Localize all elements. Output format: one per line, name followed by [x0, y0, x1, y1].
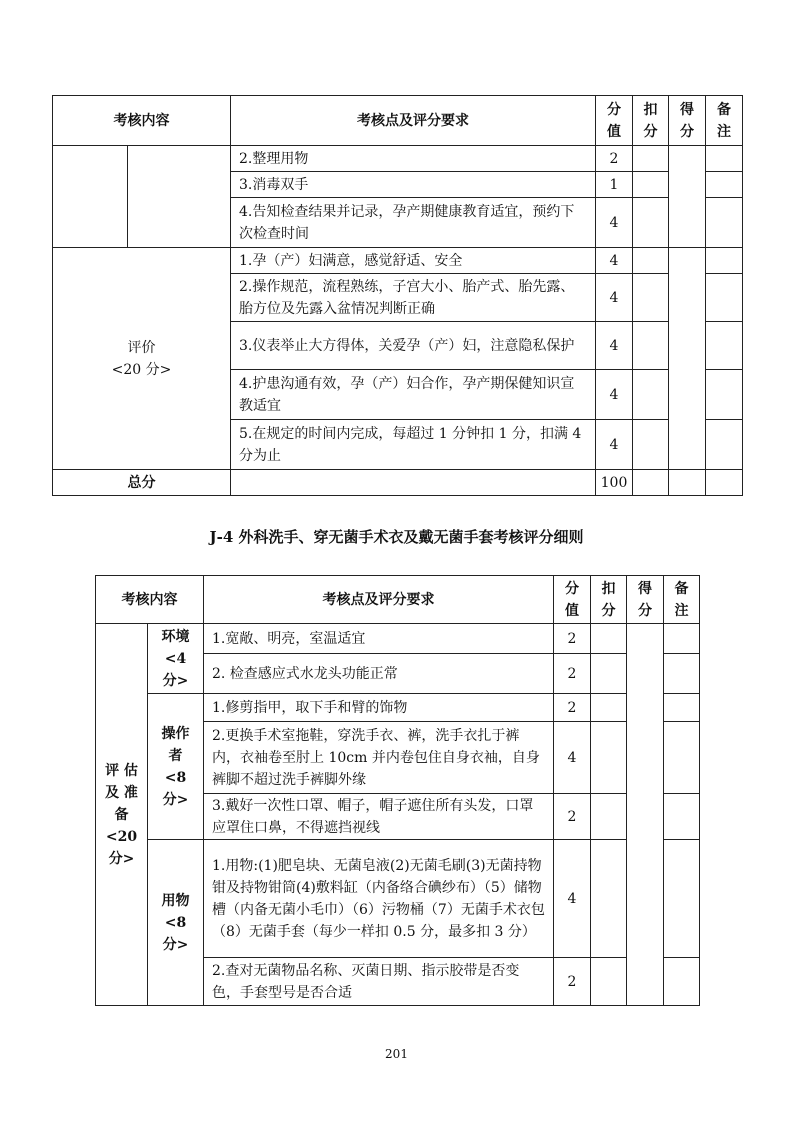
row-score: 1	[596, 172, 633, 198]
deduct-cell	[591, 722, 627, 794]
row-text: 3.仪表举止大方得体，关爱孕（产）妇，注意隐私保护	[231, 322, 596, 370]
total-label: 总分	[53, 470, 231, 496]
header-row	[96, 576, 700, 624]
row-score: 4	[596, 274, 633, 322]
deduct-cell	[633, 420, 669, 470]
deduct-cell	[591, 840, 627, 958]
row-score: 4	[596, 322, 633, 370]
row-text: 2. 检查感应式水龙头功能正常	[204, 654, 554, 694]
note-cell	[706, 370, 743, 420]
table-row	[96, 694, 700, 722]
row-text: 3.消毒双手	[231, 172, 596, 198]
empty-cell	[231, 470, 596, 496]
subcategory-environment: 环境 <4 分>	[148, 624, 204, 694]
deduct-cell	[633, 274, 669, 322]
row-score: 2	[596, 146, 633, 172]
header-content: 考核内容	[53, 96, 231, 146]
get-cell	[669, 248, 706, 470]
deduct-cell	[633, 470, 669, 496]
note-cell	[664, 958, 700, 1006]
row-text: 1.修剪指甲，取下手和臂的饰物	[204, 694, 554, 722]
deduct-cell	[591, 654, 627, 694]
row-text: 2.整理用物	[231, 146, 596, 172]
header-score: 分 值	[596, 96, 633, 146]
get-cell	[669, 470, 706, 496]
row-text: 1.孕（产）妇满意，感觉舒适、安全	[231, 248, 596, 274]
note-cell	[706, 248, 743, 274]
deduct-cell	[633, 146, 669, 172]
table-row	[53, 146, 743, 172]
header-points: 考核点及评分要求	[231, 96, 596, 146]
deduct-cell	[633, 198, 669, 248]
note-cell	[664, 794, 700, 840]
note-cell	[664, 654, 700, 694]
row-text: 2.查对无菌物品名称、灭菌日期、指示胶带是否变色，手套型号是否合适	[204, 958, 554, 1006]
row-text: 1.用物:(1)肥皂块、无菌皂液(2)无菌毛刷(3)无菌持物钳及持物钳筒(4)敷料缸（内备络合碘纱布）（5）储物槽（内备无菌小毛巾）（6）污物桶（7）无菌手术衣包（8）无菌手套（每少一样扣 0.5 分，最多扣 3 分）	[204, 840, 554, 958]
note-cell	[706, 322, 743, 370]
header-deduct: 扣 分	[633, 96, 669, 146]
subcategory-operator: 操作 者 <8 分>	[148, 694, 204, 840]
deduct-cell	[591, 624, 627, 654]
header-points: 考核点及评分要求	[204, 576, 554, 624]
deduct-cell	[591, 694, 627, 722]
row-text: 3.戴好一次性口罩、帽子，帽子遮住所有头发，口罩应罩住口鼻，不得遮挡视线	[204, 794, 554, 840]
deduct-cell	[591, 794, 627, 840]
page-number: 201	[385, 1047, 408, 1061]
note-cell	[664, 840, 700, 958]
eval-category: 评价 <20 分>	[53, 248, 231, 470]
header-score: 分 值	[554, 576, 591, 624]
note-cell	[664, 624, 700, 654]
row-score: 4	[596, 198, 633, 248]
row-score: 2	[554, 654, 591, 694]
empty-cell	[53, 146, 128, 248]
row-score: 4	[596, 420, 633, 470]
note-cell	[706, 274, 743, 322]
header-content: 考核内容	[96, 576, 204, 624]
header-get: 得 分	[669, 96, 706, 146]
total-row	[53, 470, 743, 496]
get-cell	[669, 146, 706, 248]
note-cell	[706, 470, 743, 496]
row-score: 4	[554, 722, 591, 794]
table-row	[53, 248, 743, 274]
row-text: 2.更换手术室拖鞋，穿洗手衣、裤，洗手衣扎于裤内，衣袖卷至肘上 10cm 并内卷包住自身衣袖，自身裤脚不超过洗手裤脚外缘	[204, 722, 554, 794]
note-cell	[706, 198, 743, 248]
note-cell	[664, 694, 700, 722]
header-deduct: 扣 分	[591, 576, 627, 624]
row-text: 4.护患沟通有效，孕（产）妇合作，孕产期保健知识宣教适宜	[231, 370, 596, 420]
header-note: 备 注	[706, 96, 743, 146]
deduct-cell	[633, 172, 669, 198]
subcategory-supplies: 用物 <8 分>	[148, 840, 204, 1006]
category-assessment: 评 估 及 准 备 <20 分>	[96, 624, 148, 1006]
row-score: 2	[554, 624, 591, 654]
note-cell	[664, 722, 700, 794]
row-text: 1.宽敞、明亮，室温适宜	[204, 624, 554, 654]
deduct-cell	[591, 958, 627, 1006]
note-cell	[706, 172, 743, 198]
row-text: 4.告知检查结果并记录，孕产期健康教育适宜，预约下次检查时间	[231, 198, 596, 248]
header-row	[53, 96, 743, 146]
table-row	[96, 840, 700, 958]
deduct-cell	[633, 370, 669, 420]
get-cell	[627, 624, 664, 1006]
section-title: J-4 外科洗手、穿无菌手术衣及戴无菌手套考核评分细则	[209, 528, 584, 546]
row-score: 2	[554, 694, 591, 722]
row-score: 2	[554, 794, 591, 840]
row-text: 2.操作规范，流程熟练，子宫大小、胎产式、胎先露、胎方位及先露入盆情况判断正确	[231, 274, 596, 322]
deduct-cell	[633, 322, 669, 370]
table-row	[96, 624, 700, 654]
row-score: 4	[596, 370, 633, 420]
row-score: 4	[554, 840, 591, 958]
row-text: 5.在规定的时间内完成，每超过 1 分钟扣 1 分，扣满 4 分为止	[231, 420, 596, 470]
header-note: 备 注	[664, 576, 700, 624]
header-get: 得 分	[627, 576, 664, 624]
scoring-table-continued	[52, 95, 743, 496]
row-score: 2	[554, 958, 591, 1006]
note-cell	[706, 146, 743, 172]
note-cell	[706, 420, 743, 470]
total-score: 100	[596, 470, 633, 496]
deduct-cell	[633, 248, 669, 274]
row-score: 4	[596, 248, 633, 274]
scoring-table-j4	[95, 575, 700, 1006]
empty-cell	[128, 146, 231, 248]
